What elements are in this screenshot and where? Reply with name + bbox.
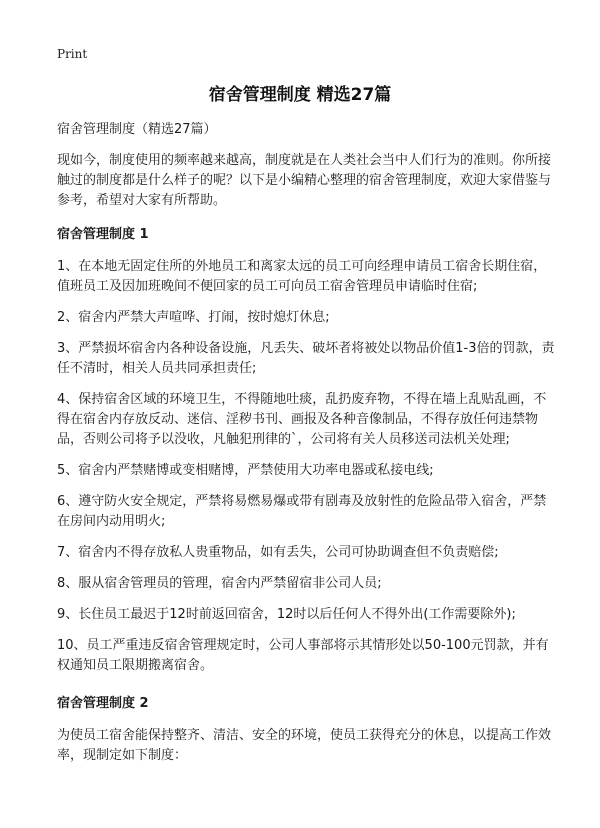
- section-heading: 宿舍管理制度 1: [57, 227, 149, 242]
- rule-item: 5、宿舍内严禁赌博或变相赌博，严禁使用大功率电器或私接电线;: [57, 463, 434, 478]
- rule-item: 3、严禁损坏宿舍内各种设备设施，凡丢失、破坏者将被处以物品价值1-3倍的罚款，责任不清时，相关人员共同承担责任;: [57, 341, 555, 376]
- document-subtitle: 宿舍管理制度（精选27篇）: [57, 122, 217, 137]
- rule-item: 2、宿舍内严禁大声喧哗、打闹，按时熄灯休息;: [57, 310, 330, 325]
- page-title: 宿舍管理制度 精选27篇: [208, 85, 392, 105]
- rule-item: 10、员工严重违反宿舍管理规定时，公司人事部将示其情形处以50-100元罚款，并有权通知员工限期搬离宿舍。: [57, 638, 549, 673]
- rule-item: 1、在本地无固定住所的外地员工和离家太远的员工可向经理申请员工宿舍长期住宿，值班员工及因加班晚间不便回家的员工可向员工宿舍管理员申请临时住宿;: [57, 259, 547, 294]
- section-2: [57, 694, 557, 766]
- rule-item: 为使员工宿舍能保持整齐、清洁、安全的环境，使员工获得充分的休息，以提高工作效率，现制定如下制度：: [57, 728, 552, 763]
- document-body: [57, 120, 557, 777]
- rule-item: 8、服从宿舍管理员的管理，宿舍内严禁留宿非公司人员;: [57, 576, 382, 591]
- section-1: [57, 225, 557, 676]
- print-label: Print: [57, 47, 88, 61]
- rule-item: 9、长住员工最迟于12时前返回宿舍，12时以后任何人不得外出(工作需要除外);: [57, 607, 516, 622]
- intro-paragraph: 现如今，制度使用的频率越来越高，制度就是在人类社会当中人们行为的准则。你所接触过的制度都是什么样子的呢？以下是小编精心整理的宿舍管理制度，欢迎大家借鉴与参考，希望对大家有所帮助。: [57, 153, 552, 208]
- rule-item: 7、宿舍内不得存放私人贵重物品，如有丢失，公司可协助调查但不负责赔偿;: [57, 545, 499, 560]
- rule-item: 6、遵守防火安全规定，严禁将易燃易爆或带有剧毒及放射性的危险品带入宿舍，严禁在房间内动用明火;: [57, 494, 547, 529]
- section-heading: 宿舍管理制度 2: [57, 696, 149, 711]
- rule-item: 4、保持宿舍区域的环境卫生，不得随地吐痰，乱扔废弃物，不得在墙上乱贴乱画，不得在宿舍内存放反动、迷信、淫秽书刊、画报及各种音像制品，不得存放任何违禁物品，否则公司将予以没收，凡触犯刑律的`，公司将有关人员移送司法机关处理;: [57, 392, 547, 447]
